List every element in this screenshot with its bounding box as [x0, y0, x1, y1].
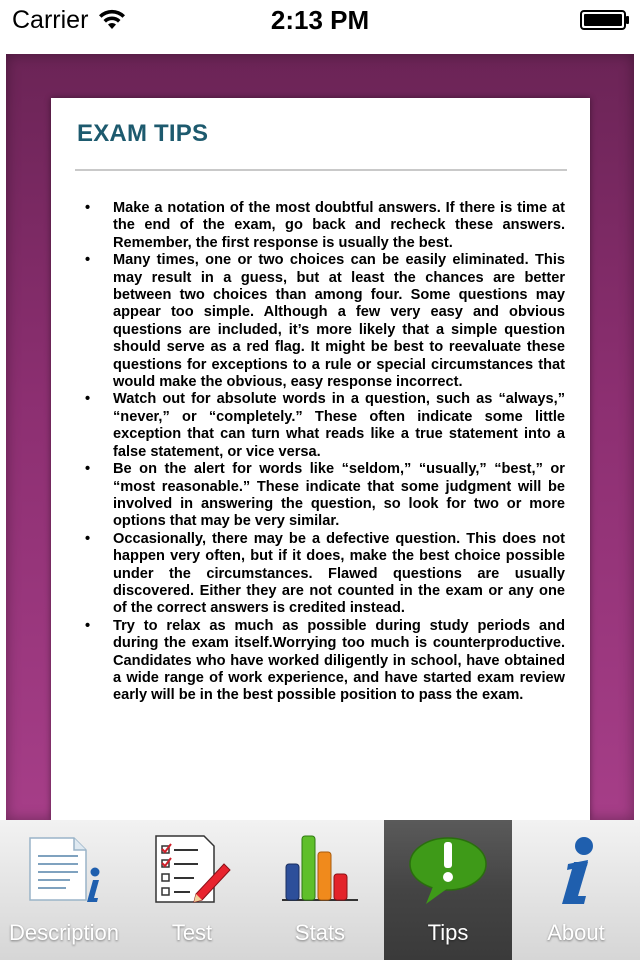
bullet: •: [85, 617, 91, 634]
tip-item: [85, 252, 565, 391]
tip-text: Be on the alert for words like “seldom,” “usually,” “best,” or “most reasonable.” These indicate that some judgment will be involved in answering the question, so look for two or more options that may be very similar.: [113, 461, 565, 530]
tab-label: Tips: [427, 920, 469, 945]
tip-item: [85, 391, 565, 461]
bullet: •: [85, 200, 91, 216]
tip-text: Try to relax as much as possible during study periods and during the exam itself.Worrying too much is counterproductive. Candidates who have worked diligently in school, have obtained a wide range of work experience, and have started exam review early will be in the best possible position to pass the exam.: [113, 617, 565, 704]
tip-item: [85, 200, 565, 252]
status-bar: [0, 0, 640, 40]
tab-bar: [0, 820, 640, 960]
tips-page: [51, 98, 590, 820]
info-icon: [536, 834, 616, 906]
tab-tips[interactable]: [384, 820, 512, 960]
tab-label: Description: [8, 920, 120, 945]
tab-about[interactable]: [512, 820, 640, 960]
tab-test[interactable]: [128, 820, 256, 960]
bar-chart-icon: [280, 834, 360, 906]
carrier-label: Carrier: [12, 6, 89, 34]
tip-item: [85, 461, 565, 531]
bullet: •: [85, 461, 91, 478]
tab-description[interactable]: [0, 820, 128, 960]
tip-text: Occasionally, there may be a defective question. This does not happen very often, but if it does, make the best choice possible under the circumstances. Flawed questions are usually discovered. Either they are not counted in the exam or any one of the correct answers is credited instead.: [113, 530, 565, 617]
tip-text: Watch out for absolute words in a question, such as “always,” “never,” or “completely.” These often indicate some little exception that can turn what reads like a true statement into a false statement, or vice versa.: [113, 391, 565, 460]
tab-label: About: [547, 920, 605, 945]
tip-text: Make a notation of the most doubtful answers. If there is time at the end of the exam, go back and recheck these answers. Remember, the first response is usually the best.: [113, 200, 565, 251]
bullet: •: [85, 391, 91, 408]
bullet: •: [85, 530, 91, 547]
tab-stats[interactable]: [256, 820, 384, 960]
battery-icon: [580, 10, 630, 30]
tip-text: Many times, one or two choices can be easily eliminated. This may result in a guess, but at least the chances are better between two choices than among four. Some questions may appear too simple. Although a few very easy and obvious questions are included, it’s more likely that a simple question should serve as a red flag. It might be best to reevaluate these questions for exceptions to a rule or special circumstances that would make the obvious, easy response incorrect.: [113, 252, 565, 391]
checklist-pencil-icon: [152, 834, 232, 906]
title-divider: [75, 169, 567, 171]
tips-list: [85, 200, 565, 705]
tip-item: [85, 531, 565, 618]
tip-item: [85, 618, 565, 705]
exclamation-bubble-icon: [408, 834, 488, 906]
document-info-icon: [24, 834, 104, 906]
tab-label: Test: [171, 920, 213, 945]
clock: 2:13 PM: [270, 5, 370, 35]
page-title: EXAM TIPS: [77, 120, 209, 147]
bullet: •: [85, 252, 91, 269]
tab-label: Stats: [294, 920, 346, 945]
